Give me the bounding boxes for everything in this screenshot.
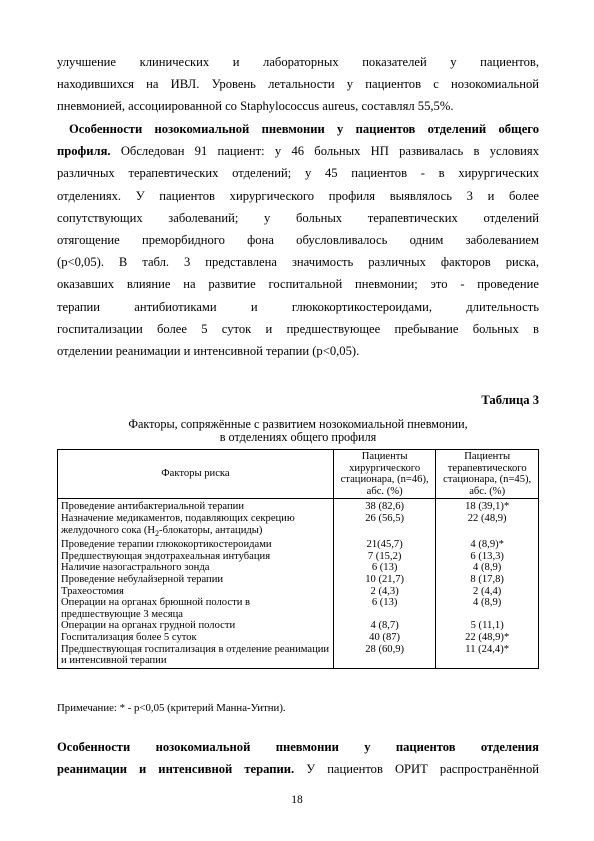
- table-row: [58, 574, 539, 586]
- factor-cell: Трахеостомия: [58, 586, 334, 598]
- therapeutic-cell: 11 (24,4)*: [436, 644, 539, 669]
- table-row: [58, 632, 539, 644]
- text-line: (p<0,05). В табл. 3 представлена значимость различных факторов риска,: [57, 255, 539, 270]
- caption-line: Факторы, сопряжённые с развитием нозокомиальной пневмонии,: [128, 417, 468, 431]
- paragraph-icu: [57, 736, 539, 780]
- therapeutic-cell: 4 (8,9): [436, 562, 539, 574]
- table-row: [58, 620, 539, 632]
- text-line: [57, 758, 539, 780]
- surgical-cell: 10 (21,7): [333, 574, 435, 586]
- therapeutic-cell: 4 (8,9)*: [436, 539, 539, 551]
- text-line: различных терапевтических отделений; у 45 пациентов - в хирургических: [57, 166, 539, 181]
- header-factor: Факторы риска: [58, 450, 334, 499]
- text-line: [57, 140, 539, 162]
- therapeutic-cell: 2 (4,4): [436, 586, 539, 598]
- table-row: [58, 644, 539, 669]
- table-row: [58, 499, 539, 513]
- text-line: отделении реанимации и интенсивной терапии (p<0,05).: [57, 344, 360, 359]
- factor-cell: Предшествующая эндотрахеальная интубация: [58, 551, 334, 563]
- therapeutic-cell: 4 (8,9): [436, 597, 539, 620]
- surgical-cell: 4 (8,7): [333, 620, 435, 632]
- therapeutic-cell: 18 (39,1)*: [436, 499, 539, 513]
- text-line: госпитализации более 5 суток и предшествующее пребывание больных в: [57, 321, 539, 336]
- surgical-cell: 40 (87): [333, 632, 435, 644]
- factor-cell: Проведение антибактериальной терапии: [58, 499, 334, 513]
- surgical-cell: 6 (13): [333, 562, 435, 574]
- factor-cell: Операции на органах брюшной полости в предшествующие 3 месяца: [58, 597, 334, 620]
- risk-factors-table: [57, 449, 539, 669]
- surgical-cell: 38 (82,6): [333, 499, 435, 513]
- section-heading: Особенности нозокомиальной пневмонии у пациентов отделений общего: [69, 122, 539, 136]
- surgical-cell: 7 (15,2): [333, 551, 435, 563]
- table-row: [58, 539, 539, 551]
- surgical-cell: 28 (60,9): [333, 644, 435, 669]
- text-line: улучшение клинических и лабораторных показателей у пациентов,: [57, 55, 539, 69]
- text-fragment: Обследован 91 пациент: у 46 больных НП развивалась в условиях: [110, 144, 539, 159]
- header-surgical: Пациенты хирургического стационара, (n=46), абс. (%): [333, 450, 435, 499]
- factor-cell: Проведение терапии глюкокортикостероидами: [58, 539, 334, 551]
- surgical-cell: 21(45,7): [333, 539, 435, 551]
- factor-cell: Операции на органах грудной полости: [58, 620, 334, 632]
- table-row: [58, 551, 539, 563]
- page-number: 18: [291, 794, 303, 806]
- text-fragment: У пациентов ОРИТ распространённой: [294, 762, 539, 777]
- section-heading-line: [57, 118, 539, 140]
- section-heading-line: [57, 736, 539, 758]
- table-header-row: [58, 450, 539, 499]
- table-note: Примечание: * - p<0,05 (критерий Манна-Уитни).: [57, 702, 286, 714]
- factor-cell: Проведение небулайзерной терапии: [58, 574, 334, 586]
- factor-cell: Госпитализация более 5 суток: [58, 632, 334, 644]
- text-line: терапии антибиотиками и глюкокортикостероидами, длительность: [57, 299, 539, 314]
- paragraph-general-profile: [57, 118, 539, 362]
- text-line: сопутствующих заболеваний; у больных терапевтических отделений: [57, 210, 539, 225]
- table-label: Таблица 3: [481, 393, 539, 407]
- text-line: оказавших влияние на развитие госпитальной пневмонии; это - проведение: [57, 277, 539, 292]
- section-heading-end: профиля.: [57, 144, 111, 159]
- caption-line: в отделениях общего профиля: [219, 430, 377, 444]
- text-line: пневмонией, ассоциированной со Staphylococcus aureus, составлял 55,5%.: [57, 99, 454, 114]
- therapeutic-cell: 5 (11,1): [436, 620, 539, 632]
- surgical-cell: 26 (56,5): [333, 513, 435, 539]
- therapeutic-cell: 22 (48,9)*: [436, 632, 539, 644]
- text-line: находившихся на ИВЛ. Уровень летальности у пациентов с нозокомиальной: [57, 77, 539, 92]
- table-row: [58, 513, 539, 539]
- therapeutic-cell: 8 (17,8): [436, 574, 539, 586]
- table-row: [58, 562, 539, 574]
- factor-cell: Наличие назогастрального зонда: [58, 562, 334, 574]
- factor-cell: Назначение медикаментов, подавляющих секрецию желудочного сока ($Н_2$-блокаторы, антациды): [58, 513, 334, 539]
- section-heading-end: реанимации и интенсивной терапии.: [57, 762, 295, 777]
- therapeutic-cell: 22 (48,9): [436, 513, 539, 539]
- text-line: отделениях. У пациентов хирургического профиля выявлялось 3 и более: [57, 188, 539, 203]
- table-body: [58, 499, 539, 668]
- surgical-cell: 6 (13): [333, 597, 435, 620]
- header-therapeutic: Пациенты терапевтического стационара, (n=45), абс. (%): [436, 450, 539, 499]
- section-heading: Особенности нозокомиальной пневмонии у пациентов отделения: [57, 740, 539, 754]
- table-row: [58, 597, 539, 620]
- factor-cell: Предшествующая госпитализация в отделение реанимации и интенсивной терапии: [58, 644, 334, 669]
- text-line: отягощение преморбидного фона обусловливалось одним заболеванием: [57, 233, 539, 248]
- table-caption: [57, 418, 539, 444]
- table-row: [58, 586, 539, 598]
- therapeutic-cell: 6 (13,3): [436, 551, 539, 563]
- surgical-cell: 2 (4,3): [333, 586, 435, 598]
- paragraph-intro: [57, 51, 539, 118]
